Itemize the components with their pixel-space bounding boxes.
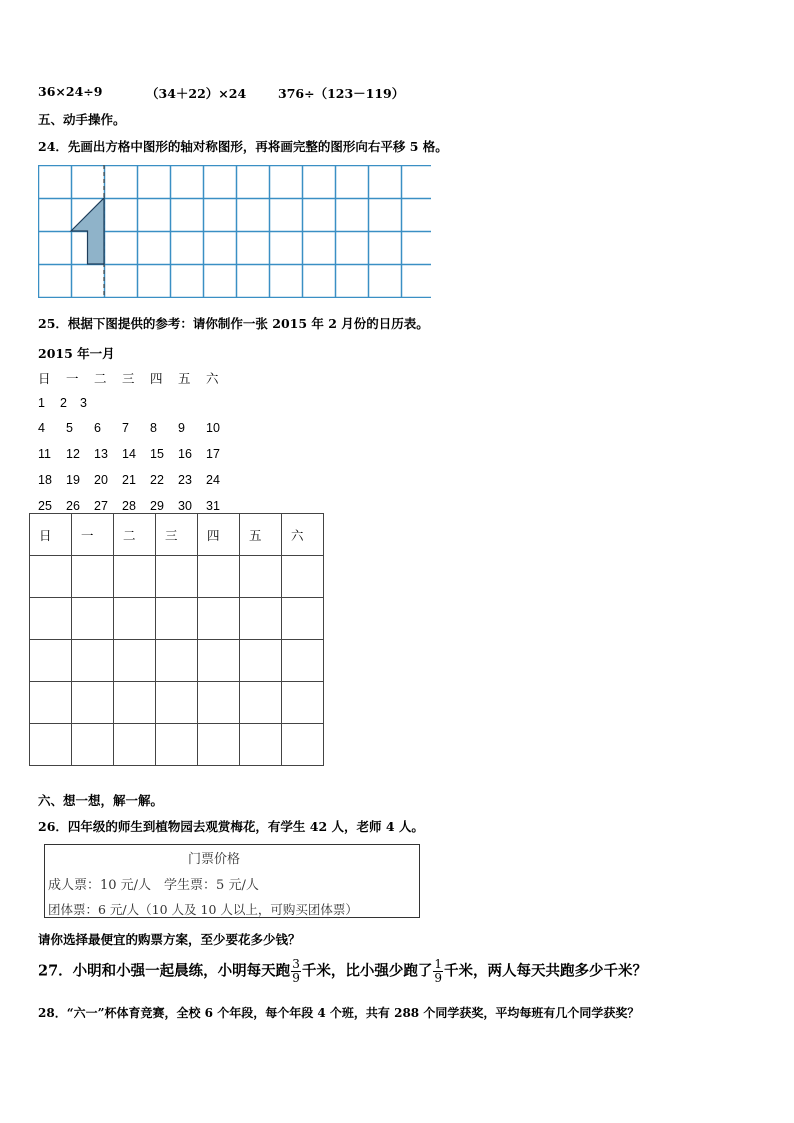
january-date: 15 [150, 447, 164, 461]
january-date: 6 [94, 421, 101, 435]
february-calendar-table [29, 513, 324, 766]
january-date-row [38, 396, 238, 412]
calendar-blank-cell[interactable] [240, 682, 282, 724]
calendar-blank-cell[interactable] [114, 556, 156, 598]
january-weekday: 五 [178, 371, 191, 386]
calendar-weekday-header: 四 [198, 514, 240, 556]
calendar-weekday-header: 日 [30, 514, 72, 556]
january-weekday: 日 [38, 371, 51, 386]
section-heading-5: 五、动手操作。 [38, 112, 126, 127]
january-date-row [38, 473, 238, 489]
january-date: 4 [38, 421, 45, 435]
question-28: 28．“六一”杯体育竞赛，全校 6 个年段，每个年段 4 个班，共有 288 个同学获奖，平均每班有几个同学获奖？ [38, 1006, 640, 1020]
calendar-blank-cell[interactable] [72, 556, 114, 598]
calendar-weekday-header: 二 [114, 514, 156, 556]
january-date: 5 [66, 421, 73, 435]
january-date: 31 [206, 499, 220, 513]
calendar-blank-cell[interactable] [114, 682, 156, 724]
calendar-blank-cell[interactable] [198, 598, 240, 640]
january-weekday: 三 [122, 371, 135, 386]
question-26: 26．四年级的师生到植物园去观赏梅花，有学生 42 人，老师 4 人。 [38, 819, 424, 834]
calendar-blank-cell[interactable] [30, 682, 72, 724]
january-weekday-row [38, 369, 238, 385]
shaded-shape [71, 198, 104, 264]
calendar-blank-cell[interactable] [114, 724, 156, 766]
january-weekday: 六 [206, 371, 219, 386]
january-weekday: 二 [94, 371, 107, 386]
calendar-blank-cell[interactable] [282, 640, 324, 682]
january-date: 28 [122, 499, 136, 513]
january-date: 18 [38, 473, 52, 487]
calendar-blank-cell[interactable] [72, 682, 114, 724]
january-date: 17 [206, 447, 220, 461]
expression-1: 36×24÷9 [38, 84, 103, 99]
january-date: 14 [122, 447, 136, 461]
calendar-blank-cell[interactable] [240, 724, 282, 766]
january-date: 23 [178, 473, 192, 487]
calendar-blank-cell[interactable] [240, 556, 282, 598]
calendar-blank-cell[interactable] [114, 598, 156, 640]
calendar-blank-cell[interactable] [156, 724, 198, 766]
january-date: 7 [122, 421, 129, 435]
calendar-blank-cell[interactable] [282, 724, 324, 766]
calendar-blank-cell[interactable] [30, 724, 72, 766]
ticket-title: 门票价格 [188, 852, 241, 867]
january-date: 19 [66, 473, 80, 487]
january-weekday: 一 [66, 371, 79, 386]
calendar-weekday-header: 一 [72, 514, 114, 556]
january-date: 16 [178, 447, 192, 461]
calendar-blank-cell[interactable] [156, 556, 198, 598]
grid-svg [38, 165, 431, 298]
calendar-weekday-header: 三 [156, 514, 198, 556]
calendar-blank-row [30, 598, 324, 640]
calendar-blank-cell[interactable] [198, 724, 240, 766]
question-26-prompt: 请你选择最便宜的购票方案，至少要花多少钱？ [38, 932, 301, 947]
january-date: 25 [38, 499, 52, 513]
calendar-blank-row [30, 640, 324, 682]
ticket-line-1: 成人票：10 元/人 学生票：5 元/人 [48, 878, 259, 893]
fraction-denominator: 9 [434, 971, 442, 985]
january-date-row [38, 447, 238, 463]
calendar-blank-cell[interactable] [30, 598, 72, 640]
fraction-3-9 [291, 958, 301, 985]
fraction-numerator: 3 [292, 957, 300, 971]
calendar-blank-cell[interactable] [282, 556, 324, 598]
january-date: 20 [94, 473, 108, 487]
expression-2: （34＋22）×24 [146, 86, 247, 101]
january-date: 10 [206, 421, 220, 435]
section-heading-6: 六、想一想，解一解。 [38, 793, 164, 808]
ticket-price-box [44, 844, 420, 918]
january-date: 30 [178, 499, 192, 513]
q27-text-3: 千米，两人每天共跑多少千米？ [443, 962, 647, 980]
calendar-weekday-header: 六 [282, 514, 324, 556]
calendar-blank-cell[interactable] [198, 640, 240, 682]
january-date: 11 [38, 447, 51, 461]
calendar-blank-cell[interactable] [72, 640, 114, 682]
january-date: 22 [150, 473, 164, 487]
calendar-blank-cell[interactable] [240, 598, 282, 640]
calendar-blank-row [30, 556, 324, 598]
question-27 [38, 958, 647, 985]
calendar-blank-cell[interactable] [198, 682, 240, 724]
calendar-blank-cell[interactable] [30, 556, 72, 598]
january-date: 2 [60, 396, 67, 410]
calendar-blank-cell[interactable] [156, 682, 198, 724]
calendar-blank-cell[interactable] [72, 724, 114, 766]
january-title: 2015 年一月 [38, 346, 115, 361]
january-date: 3 [80, 396, 87, 410]
calendar-blank-cell[interactable] [282, 598, 324, 640]
calendar-blank-row [30, 682, 324, 724]
calendar-header-row [30, 514, 324, 556]
january-date: 21 [122, 473, 136, 487]
symmetry-grid [38, 165, 431, 298]
january-date-row [38, 421, 238, 437]
calendar-blank-cell[interactable] [240, 640, 282, 682]
fraction-1-9 [433, 958, 443, 985]
ticket-line-2: 团体票：6 元/人（10 人及 10 人以上，可购买团体票） [48, 902, 358, 917]
expression-3: 376÷（123－119） [278, 86, 405, 101]
q27-text-1: 27．小明和小强一起晨练，小明每天跑 [38, 962, 291, 980]
fraction-denominator: 9 [292, 971, 300, 985]
january-date: 29 [150, 499, 164, 513]
calendar-blank-cell[interactable] [114, 640, 156, 682]
january-weekday: 四 [150, 371, 163, 386]
question-24: 24．先画出方格中图形的轴对称图形，再将画完整的图形向右平移 5 格。 [38, 139, 448, 154]
january-date: 27 [94, 499, 108, 513]
fraction-numerator: 1 [434, 957, 442, 971]
january-date: 12 [66, 447, 80, 461]
january-date: 1 [38, 396, 45, 410]
calendar-blank-cell[interactable] [282, 682, 324, 724]
january-date: 24 [206, 473, 220, 487]
question-25: 25．根据下图提供的参考：请你制作一张 2015 年 2 月份的日历表。 [38, 316, 429, 331]
january-date: 8 [150, 421, 157, 435]
calendar-blank-cell[interactable] [72, 598, 114, 640]
calendar-blank-cell[interactable] [156, 598, 198, 640]
january-date: 9 [178, 421, 185, 435]
calendar-weekday-header: 五 [240, 514, 282, 556]
q27-text-2: 千米，比小强少跑了 [301, 962, 433, 980]
calendar-blank-cell[interactable] [156, 640, 198, 682]
january-date: 26 [66, 499, 80, 513]
calendar-blank-cell[interactable] [30, 640, 72, 682]
january-date: 13 [94, 447, 108, 461]
calendar-blank-row [30, 724, 324, 766]
calendar-blank-cell[interactable] [198, 556, 240, 598]
